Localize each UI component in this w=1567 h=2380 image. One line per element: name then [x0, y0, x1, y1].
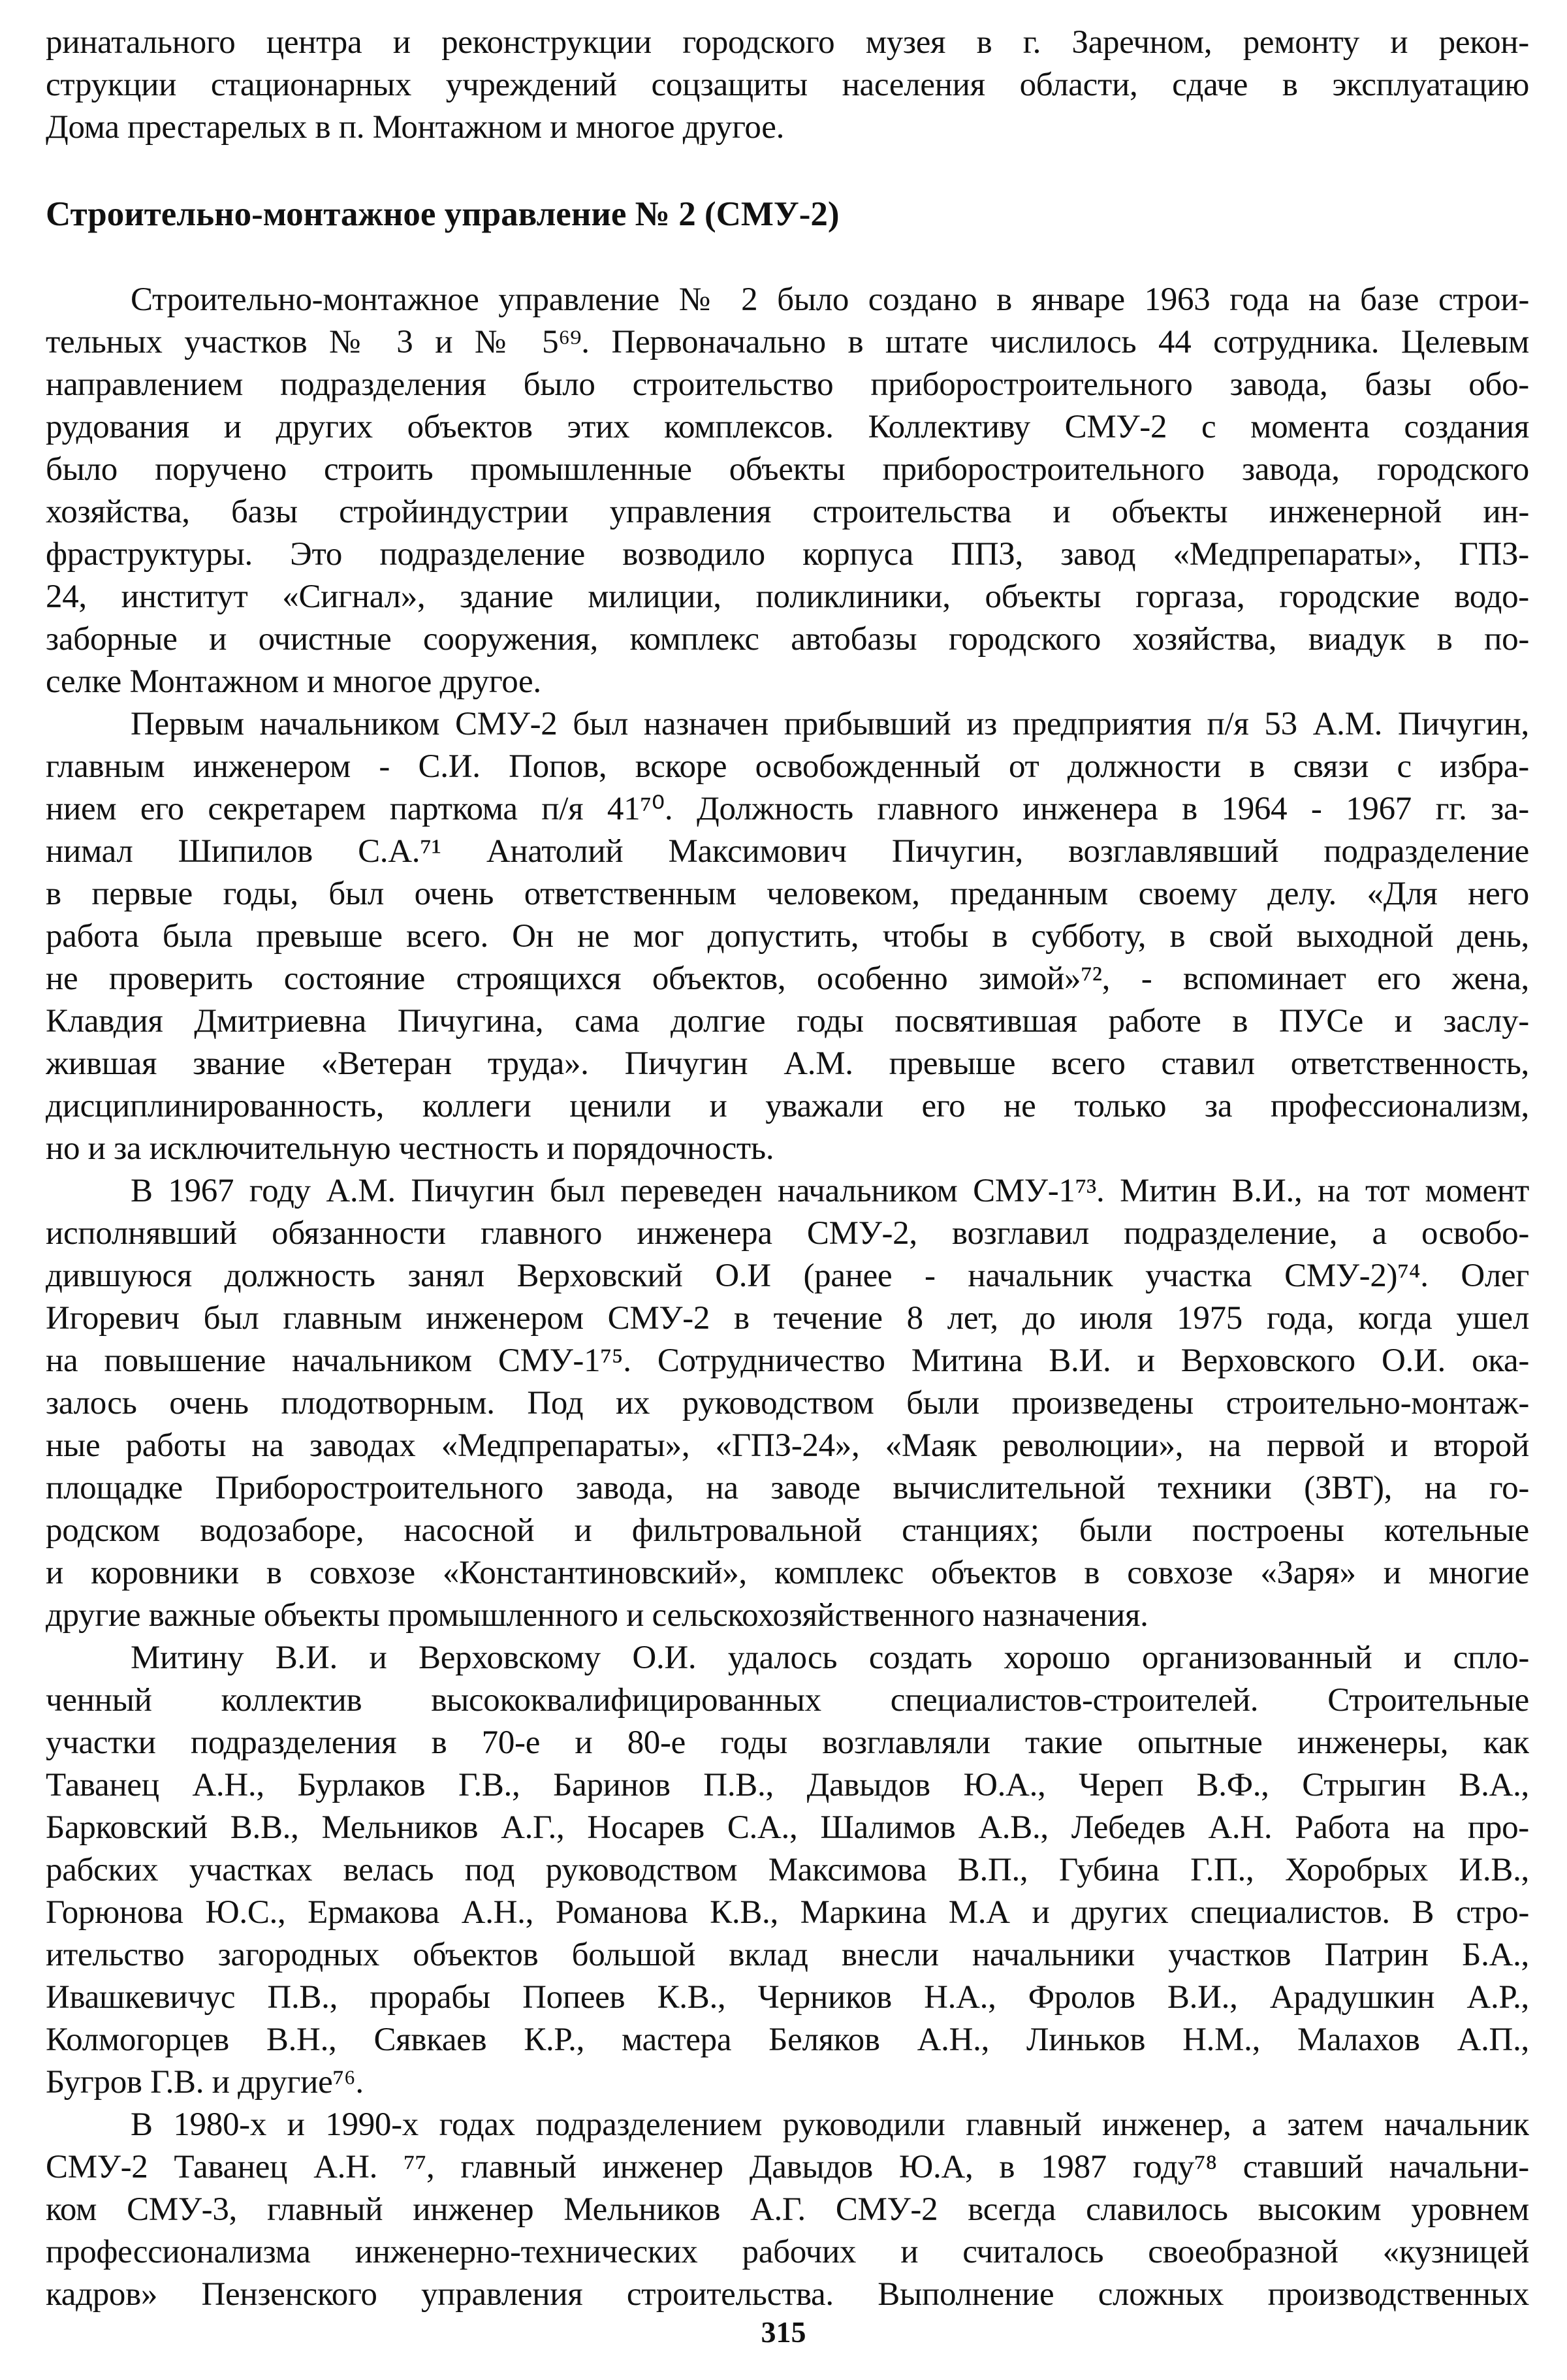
text-line: Таванец А.Н., Бурлаков Г.В., Баринов П.В., Давыдов Ю.А., Череп В.Ф., Стрыгин В.А., — [46, 1767, 1529, 1803]
text-line: ком СМУ-3, главный инженер Мельников А.Г. СМУ-2 всегда славилось высоким уровнем — [46, 2191, 1529, 2228]
text-line: Бугров Г.В. и другие⁷⁶. — [46, 2064, 364, 2101]
text-line: площадке Приборостроительного завода, на заводе вычислительной техники (ЗВТ), на го- — [46, 1470, 1529, 1506]
text-line: исполнявший обязанности главного инженера СМУ-2, возглавил подразделение, а освобо- — [46, 1215, 1529, 1252]
text-line: селке Монтажном и многое другое. — [46, 663, 541, 700]
intro-paragraph — [46, 22, 1529, 149]
text-line: работа была превыше всего. Он не мог допустить, чтобы в субботу, в свой выходной день, — [46, 918, 1529, 955]
text-line: Первым начальником СМУ-2 был назначен прибывший из предприятия п/я 53 А.М. Пичугин, — [131, 706, 1529, 742]
text-line: Клавдия Дмитриевна Пичугина, сама долгие годы посвятившая работе в ПУСе и заслу- — [46, 1003, 1529, 1039]
text-line: ительство загородных объектов большой вклад внесли начальники участков Патрин Б.А., — [46, 1937, 1529, 1973]
text-line: Игоревич был главным инженером СМУ-2 в течение 8 лет, до июля 1975 года, когда ушел — [46, 1300, 1529, 1337]
text-line: залось очень плодотворным. Под их руководством были произведены строительно-монтаж- — [46, 1385, 1529, 1421]
text-line: Барковский В.В., Мельников А.Г., Носарев С.А., Шалимов А.В., Лебедев А.Н. Работа на про- — [46, 1809, 1529, 1846]
text-line: В 1980-х и 1990-х годах подразделением руководили главный инженер, а затем начальник — [131, 2106, 1529, 2143]
text-line: хозяйства, базы стройиндустрии управления строительства и объекты инженерной ин- — [46, 494, 1529, 530]
text-line: фраструктуры. Это подразделение возводило корпуса ППЗ, завод «Медпрепараты», ГПЗ- — [46, 536, 1529, 573]
paragraph — [46, 279, 1529, 703]
text-line: рабских участках велась под руководством Максимова В.П., Губина Г.П., Хоробрых И.В., — [46, 1852, 1529, 1888]
text-line: 24, институт «Сигнал», здание милиции, поликлиники, объекты горгаза, городские водо- — [46, 579, 1529, 615]
text-line: В 1967 году А.М. Пичугин был переведен начальником СМУ-1⁷³. Митин В.И., на тот момент — [131, 1173, 1529, 1209]
text-line: Дома престарелых в п. Монтажном и многое другое. — [46, 109, 785, 146]
text-line: нием его секретарем парткома п/я 41⁷⁰. Должность главного инженера в 1964 - 1967 гг. за- — [46, 791, 1529, 827]
text-line: не проверить состояние строящихся объектов, особенно зимой»⁷², - вспоминает его жена, — [46, 960, 1529, 997]
text-line: на повышение начальником СМУ-1⁷⁵. Сотрудничество Митина В.И. и Верховского О.И. ока- — [46, 1342, 1529, 1379]
text-line: в первые годы, был очень ответственным человеком, преданным своему делу. «Для него — [46, 876, 1529, 912]
text-line: рудования и других объектов этих комплексов. Коллективу СМУ-2 с момента создания — [46, 409, 1529, 445]
page-number: 315 — [761, 2315, 806, 2349]
text-line: Колмогорцев В.Н., Сявкаев К.Р., мастера Беляков А.Н., Линьков Н.М., Малахов А.П., — [46, 2022, 1529, 2058]
text-line: СМУ-2 Таванец А.Н. ⁷⁷, главный инженер Давыдов Ю.А, в 1987 году⁷⁸ ставший начальни- — [46, 2149, 1529, 2185]
text-line: ченный коллектив высококвалифицированных специалистов-строителей. Строительные — [46, 1682, 1529, 1719]
text-line: жившая звание «Ветеран труда». Пичугин А.М. превыше всего ставил ответственность, — [46, 1045, 1529, 1082]
text-line: струкции стационарных учреждений соцзащиты населения области, сдаче в эксплуатацию — [46, 67, 1529, 103]
paragraph — [46, 703, 1529, 1170]
text-line: Митину В.И. и Верховскому О.И. удалось создать хорошо организованный и спло- — [131, 1640, 1529, 1676]
text-line: нимал Шипилов С.А.⁷¹ Анатолий Максимович Пичугин, возглавлявший подразделение — [46, 833, 1529, 870]
text-line: Строительно-монтажное управление № 2 было создано в январе 1963 года на базе строи- — [131, 281, 1529, 318]
text-line: и коровники в совхозе «Константиновский», комплекс объектов в совхозе «Заря» и многие — [46, 1555, 1529, 1591]
text-line: дисциплинированность, коллеги ценили и уважали его не только за профессионализм, — [46, 1088, 1529, 1124]
text-line: профессионализма инженерно-технических рабочих и считалось своеобразной «кузницей — [46, 2234, 1529, 2270]
text-line: Ивашкевичус П.В., прорабы Попеев К.В., Черников Н.А., Фролов В.И., Арадушкин А.Р., — [46, 1979, 1529, 2016]
text-line: ные работы на заводах «Медпрепараты», «ГПЗ-24», «Маяк революции», на первой и второй — [46, 1427, 1529, 1464]
paragraph — [46, 1170, 1529, 1637]
text-line: заборные и очистные сооружения, комплекс автобазы городского хозяйства, виадук в по- — [46, 621, 1529, 658]
text-line: главным инженером - С.И. Попов, вскоре освобожденный от должности в связи с избра- — [46, 748, 1529, 785]
paragraph — [46, 2104, 1529, 2316]
text-line: Горюнова Ю.С., Ермакова А.Н., Романова К.В., Маркина М.А и других специалистов. В стро- — [46, 1894, 1529, 1931]
text-line: но и за исключительную честность и порядочность. — [46, 1130, 774, 1167]
paragraph — [46, 1637, 1529, 2104]
section-body — [46, 279, 1529, 2316]
text-line: ринатального центра и реконструкции городского музея в г. Заречном, ремонту и рекон- — [46, 24, 1529, 61]
text-line: кадров» Пензенского управления строительства. Выполнение сложных производственных — [46, 2276, 1529, 2313]
text-line: дившуюся должность занял Верховский О.И (ранее - начальник участка СМУ-2)⁷⁴. Олег — [46, 1258, 1529, 1294]
section-heading: Строительно-монтажное управление № 2 (СМУ-2) — [46, 195, 840, 233]
text-line: другие важные объекты промышленного и сельскохозяйственного назначения. — [46, 1597, 1148, 1634]
text-line: было поручено строить промышленные объекты приборостроительного завода, городского — [46, 451, 1529, 488]
text-line: направлением подразделения было строительство приборостроительного завода, базы обо- — [46, 366, 1529, 403]
text-line: тельных участков № 3 и № 5⁶⁹. Первоначально в штате числилось 44 сотрудника. Целевым — [46, 324, 1529, 360]
text-line: участки подразделения в 70-е и 80-е годы возглавляли такие опытные инженеры, как — [46, 1724, 1529, 1761]
text-line: родском водозаборе, насосной и фильтровальной станциях; были построены котельные — [46, 1512, 1529, 1549]
